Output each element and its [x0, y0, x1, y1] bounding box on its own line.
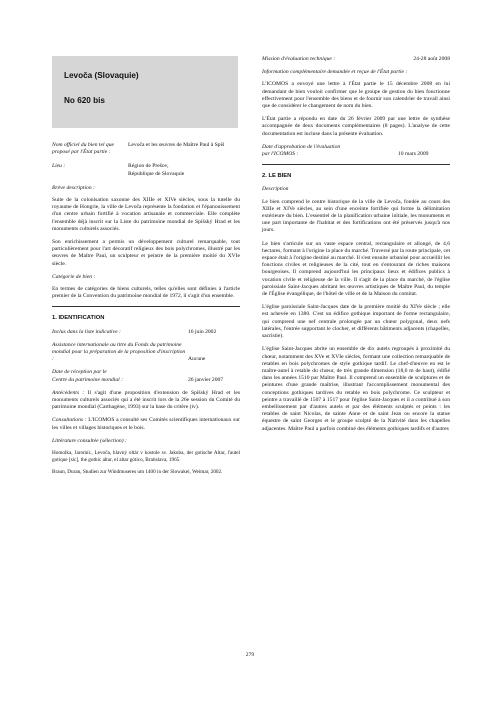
- description-p1: Le bien comprend le centre historique de la ville de Levoča, fondée au cours des XIIIe et XIVe siècles, au sein d'une enceinte fortifiée qui forme la délimitation extérieure du bien. L'essentiel de la planification urbaine initiale, les monuments et une part importante de l'habitat et des fortifications ont été préservés jusqu'à nos jours.: [262, 198, 450, 234]
- background-para: [52, 390, 240, 412]
- consultations-text: L'ICOMOS a consulté ses Comités scientifiques internationaux sur les villes et villages historiques et le bois.: [52, 417, 240, 431]
- approval-value: 10 mars 2009: [398, 151, 429, 158]
- title-box: [52, 56, 238, 128]
- location-label: Lieu :: [52, 163, 66, 170]
- divider: [52, 306, 240, 307]
- assistance-label: Assistance internationale au titre du Fonds du patrimoine mondial pour la préparation de la proposition d'inscription :: [52, 341, 186, 363]
- divider-right: [262, 164, 450, 165]
- assistance-row: [52, 342, 240, 364]
- identification-heading: 1. IDENTIFICATION: [52, 315, 105, 322]
- mission-label: Mission d'évaluation technique :: [262, 56, 336, 62]
- approval-label-1: Date d'approbation de l'évaluation: [262, 143, 341, 150]
- tentative-list-label: Inclus dans la liste indicative :: [52, 328, 121, 335]
- consultations-para: [52, 417, 240, 431]
- received-value: 26 janvier 2007: [188, 376, 224, 383]
- official-name-value: Levoča et les œuvres de Maître Paul à Spiš: [128, 142, 225, 148]
- location-country: République de Slovaquie: [128, 170, 185, 177]
- right-column: [262, 56, 450, 439]
- site-number: No 620 bis: [64, 96, 105, 106]
- background-label: Antécédents :: [52, 389, 85, 396]
- received-row: [52, 369, 240, 383]
- literature-item-1: Homolka, Jaromír., Levoča, hlavný oltár v kostole sv. Jakuba, der gotische Altar, l'autel gotique [sic], the gothic altar, el altar gótico, Bratislava, 1965.: [52, 450, 240, 463]
- consultations-label: Consultations :: [52, 417, 87, 424]
- category-heading: Catégorie de bien :: [52, 273, 96, 280]
- tentative-list-value: 16 juin 2002: [188, 328, 217, 335]
- property-heading: 2. LE BIEN: [262, 173, 292, 180]
- received-label-2: Centre du patrimoine mondial :: [52, 376, 123, 383]
- tentative-list-row: [52, 329, 240, 336]
- page-number: 279: [245, 652, 255, 658]
- additional-info-p2: L'État partie a répondu en date du 26 février 2009 par une lettre de synthèse accompagnée de deux documents complémentaires (8 pages). L'analyse de cette documentation est incluse dans la présente évaluation.: [262, 116, 450, 137]
- left-column: [52, 56, 240, 482]
- additional-info-heading: Information complémentaire demandée et reçue de l'État partie :: [262, 69, 408, 76]
- description-p2: Le bien s'articule sur un vaste espace central, rectangulaire et allongé, de 4,6 hectares, formant à l'origine la place du marché. Traversé par la route principale, cet espace était à l'origine destiné au marché. Il s'est ensuite urbanisé pour accueillir les fonctions civiles et religieuses de la cité, tout en s'entourant de riches maisons bourgeoises. Il comprend aujourd'hui les principaux lieux et édifices publics à vocation civile et religieuse de la ville. Il s'agit de la place du marché, de l'église paroissiale Saint-Jacques abritant les œuvres artistiques de Maître Paul, du temple de l'Église évangélique, de l'hôtel de ville et de la Maison du comitat.: [262, 240, 451, 298]
- additional-info-p1: L'ICOMOS a envoyé une lettre à l'État partie le 15 décembre 2008 en lui demandant de bien vouloir confirmer que le groupe de gestion du bien fonctionne effectivement pour l'ensemble des biens et de fournir son calendrier de travail ainsi que de considérer le changement de nom du bien.: [262, 81, 450, 110]
- brief-description-p1: Suite de la colonisation saxonne des XIIIe et XIVe siècles, sous la tutelle du royaume de Hongrie, la ville de Levoča représente la fondation et l'épanouissement d'un centre urbain fortifié à vocation artisanale et commerciale. Elle complète l'ensemble déjà inscrit sur la Liste du patrimoine mondial de Spišský Hrad et les monuments culturels associés.: [52, 197, 240, 232]
- official-name-label: Nom officiel du bien tel que proposé par l'État partie :: [52, 142, 114, 156]
- location-region: Région de Prešov,: [128, 163, 169, 170]
- official-name-row: [52, 142, 240, 156]
- description-p4: L'église Saint-Jacques abrite un ensemble de dix autels regroupés à proximité du chœur, notamment des XVe et XVIe siècles, formant une collection remarquable de retables en bois polychromes de style gothique tardif. Le chef-d'œuvre en est le maître-autel à retable du chœur, de très grande dimension (18,6 m de haut), édifié dans les années 1510 par Maître Paul. Il comprend un ensemble de sculptures et de peintures d'une grande maîtrise, illustrant l'accomplissement monumental des conceptions gothiques tardives du retable en bois polychrome. Ce sculpteur et peintre a travaillé de 1507 à 1517 pour l'église Saint-Jacques et il a contribué à son embellissement par d'autres autels et par des éléments sculptés et peints : les retables de saint Nicolas, de sainte Anne et de saint Jean ou encore la statue équestre de saint Georges et le groupe sculpté de la Nativité dans les chapelles adjacentes. Maître Paul a parfois combiné des éléments gothiques tardifs et d'autres: [262, 346, 450, 432]
- background-text: Il s'agit d'une proposition d'extension de Spišský Hrad et les monuments culturels associés qui a été inscrit lors de la 26e session du Comité du patrimoine mondial (Carthagène, 1993) sur la base du critère (iv).: [52, 389, 240, 411]
- approval-row: [262, 144, 450, 158]
- literature-item-2: Braun, Duran, Studien zur Windmuseres um 1400 in der Slowakei, Weimar, 2002.: [52, 469, 223, 476]
- received-label-1: Date de réception par le: [52, 369, 107, 376]
- assistance-value: Aucune: [188, 356, 206, 363]
- mission-row: [262, 56, 450, 63]
- approval-label-2: par l'ICOMOS :: [262, 151, 299, 158]
- brief-description-heading: Brève description :: [52, 184, 95, 191]
- literature-heading: Littérature consultée (sélection) :: [52, 437, 127, 444]
- mission-value: 24-28 août 2008: [413, 56, 450, 62]
- brief-description-p2: Son enrichissement a permis un développement culturel remarquable, tout particulièrement pour l'art décoratif religieux des bois polychromes, illustré par les œuvres de Maître Paul, un sculpteur et peintre de la première moitié du XVIe siècle.: [52, 239, 240, 267]
- category-text: En termes de catégories de biens culturels, telles qu'elles sont définies à l'article premier de la Convention du patrimoine mondial de 1972, il s'agit d'un ensemble.: [52, 286, 240, 300]
- description-p3: L'église paroissiale Saint-Jacques date de la première moitié du XIVe siècle ; elle est achevée en 1380. C'est un édifice gothique important de forme rectangulaire, qui comprend une nef centrale prolongée par un chœur polygonal, deux nefs latérales, l'entrée supportant le clocher, et différents bâtiments adjacents (chapelles, sacristie).: [262, 304, 450, 340]
- location-row: [52, 163, 240, 177]
- description-heading: Description: [262, 186, 289, 193]
- site-title: Levoča (Slovaquie): [64, 71, 139, 80]
